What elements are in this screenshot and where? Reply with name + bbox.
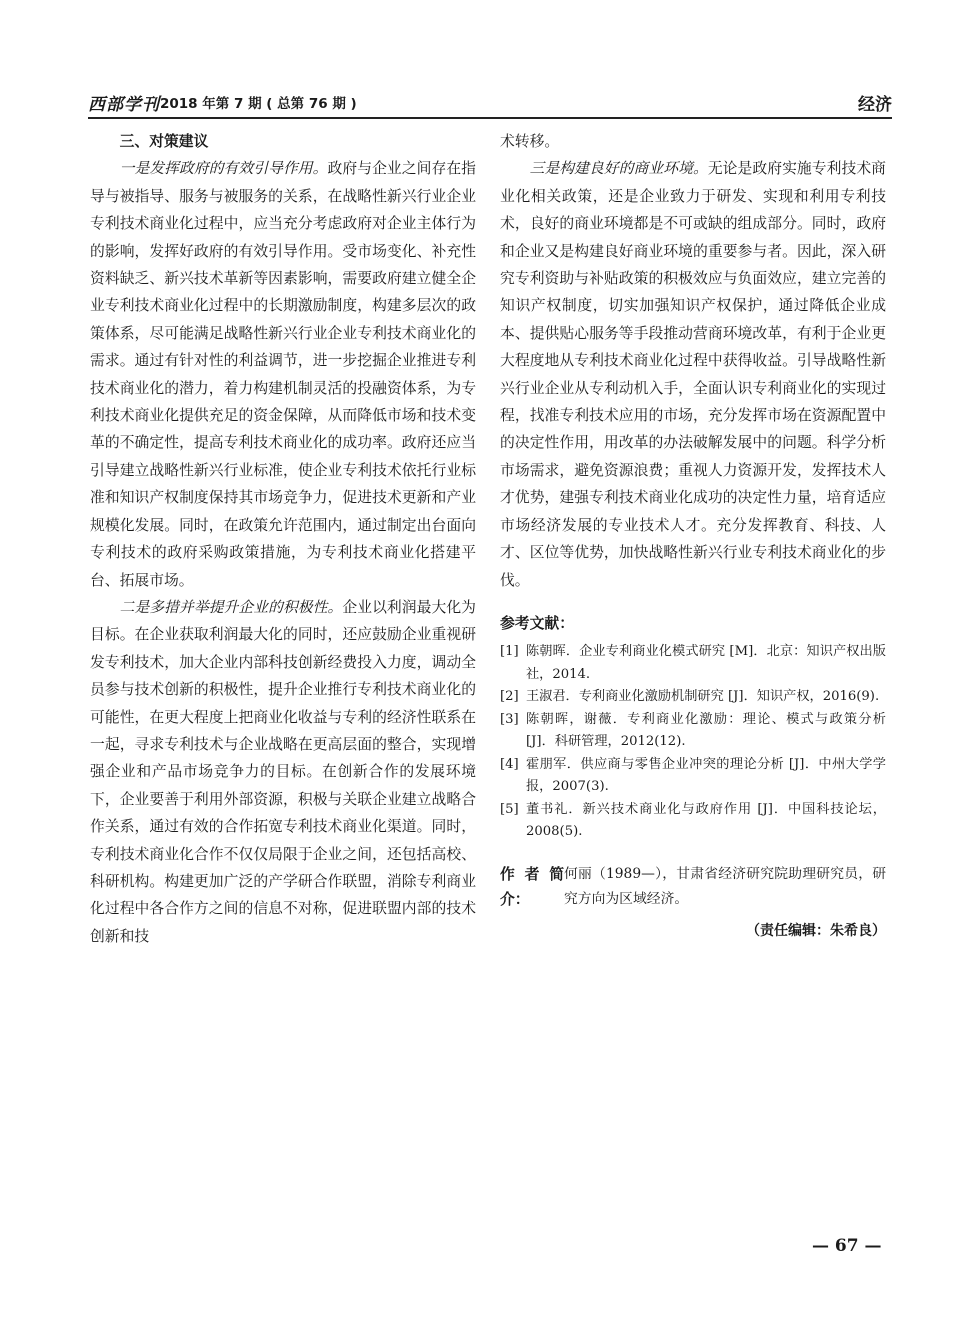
reference-item	[500, 709, 886, 754]
reference-text: 董书礼．新兴技术商业化与政府作用 [J]．中国科技论坛，2008(5).	[526, 801, 886, 840]
reference-item	[500, 754, 886, 799]
references-list	[500, 641, 886, 844]
left-column	[90, 128, 476, 950]
section-heading: 三、对策建议	[119, 133, 209, 150]
paragraph-3	[500, 155, 886, 594]
section-label: 经济	[858, 95, 892, 115]
reference-text: 陈朝晖，谢薇．专利商业化激励：理论、模式与政策分析 [J]．科研管理，2012(12).	[526, 711, 886, 750]
reference-item	[500, 799, 886, 844]
reference-number: [4]	[500, 756, 519, 772]
paragraph-2-lead: 二是多措并举提升企业的积极性。	[119, 598, 343, 616]
paragraph-2-body: 企业以利润最大化为目标。在企业获取利润最大化的同时，还应鼓励企业重视研发专利技术，加大企业内部科技创新经费投入力度，调动全员参与技术创新的积极性，提升企业推行专利技术商业化的可能性，在更大程度上把商业化收益与专利的经济性联系在一起，寻求专利技术与企业战略在更高层面的整合，实现增强企业和产品市场竞争力的目标。在创新合作的发展环境下，企业要善于利用外部资源，积极与关联企业建立战略合作关系，通过有效的合作拓宽专利技术商业化渠道。同时，专利技术商业化合作不仅仅局限于企业之间，还包括高校、科研机构。构建更加广泛的产学研合作联盟，消除专利商业化过程中各合作方之间的信息不对称，促进联盟内部的技术创新和技	[90, 598, 476, 945]
header-rule	[88, 117, 892, 119]
reference-text: 陈朝晖．企业专利商业化模式研究 [M]．北京：知识产权出版社，2014.	[526, 644, 886, 682]
issue-info: 2018 年第 7 期 ( 总第 76 期 )	[160, 96, 357, 112]
reference-item	[500, 641, 886, 686]
reference-number: [1]	[500, 644, 519, 660]
paragraph-3-body: 无论是政府实施专利技术商业化相关政策，还是企业致力于研发、实现和利用专利技术，良好的商业环境都是不可或缺的组成部分。同时，政府和企业又是构建良好商业环境的重要参与者。因此，深入研究专利资助与补贴政策的积极效应与负面效应，建立完善的知识产权制度，切实加强知识产权保护，通过降低企业成本、提供贴心服务等手段推动营商环境改革，有利于企业更大程度地从专利技术商业化过程中获得收益。引导战略性新兴行业企业从专利动机入手，全面认识专利商业化的实现过程，找准专利技术应用的市场，充分发挥市场在资源配置中的决定性作用，用改革的办法破解发展中的问题。科学分析市场需求，避免资源浪费；重视人力资源开发，发挥技术人才优势，建强专利技术商业化成功的决定性力量，培育适应市场经济发展的专业技术人才。充分发挥教育、科技、人才、区位等优势，加快战略性新兴行业专利技术商业化的步伐。	[500, 160, 886, 589]
author-bio-text: 何丽（1989—），甘肃省经济研究院助理研究员，研究方向为区域经济。	[564, 865, 886, 907]
reference-text: 霍朋军．供应商与零售企业冲突的理论分析 [J]．中州大学学报，2007(3).	[526, 756, 886, 795]
reference-item	[500, 686, 886, 709]
paragraph-2-continued: 术转移。	[500, 133, 560, 150]
reference-number: [2]	[500, 689, 519, 705]
paragraph-3-lead: 三是构建良好的商业环境。	[529, 160, 708, 178]
journal-name: 西部学刊	[88, 95, 160, 115]
page-number: — 67 —	[812, 1236, 882, 1256]
references-title: 参考文献：	[500, 614, 574, 632]
author-bio	[500, 862, 886, 912]
responsible-editor: （责任编辑：朱希良）	[746, 922, 886, 939]
paragraph-1-lead: 一是发挥政府的有效引导作用。	[119, 160, 328, 178]
reference-number: [5]	[500, 801, 519, 817]
paragraph-1	[90, 155, 476, 594]
right-column	[500, 128, 886, 945]
paragraph-2	[90, 594, 476, 950]
reference-number: [3]	[500, 711, 519, 727]
paragraph-1-body: 政府与企业之间存在指导与被指导、服务与被服务的关系，在战略性新兴行业企业专利技术商业化过程中，应当充分考虑政府对企业主体行为的影响，发挥好政府的有效引导作用。受市场变化、补充性资料缺乏、新兴技术革新等因素影响，需要政府建立健全企业专利技术商业化过程中的长期激励制度，构建多层次的政策体系，尽可能满足战略性新兴行业企业专利技术商业化的需求。通过有针对性的利益调节，进一步挖掘企业推进专利技术商业化的潜力，着力构建机制灵活的投融资体系，为专利技术商业化提供充足的资金保障，从而降低市场和技术变革的不确定性，提高专利技术商业化的成功率。政府还应当引导建立战略性新兴行业标准，使企业专利技术依托行业标准和知识产权制度保持其市场竞争力，促进技术更新和产业规模化发展。同时，在政策允许范围内，通过制定出台面向专利技术的政府采购政策措施，为专利技术商业化搭建平台、拓展市场。	[90, 160, 476, 589]
reference-text: 王淑君．专利商业化激励机制研究 [J]．知识产权，2016(9).	[526, 689, 880, 705]
running-header	[88, 90, 892, 115]
author-bio-label: 作者简介：	[500, 865, 564, 908]
